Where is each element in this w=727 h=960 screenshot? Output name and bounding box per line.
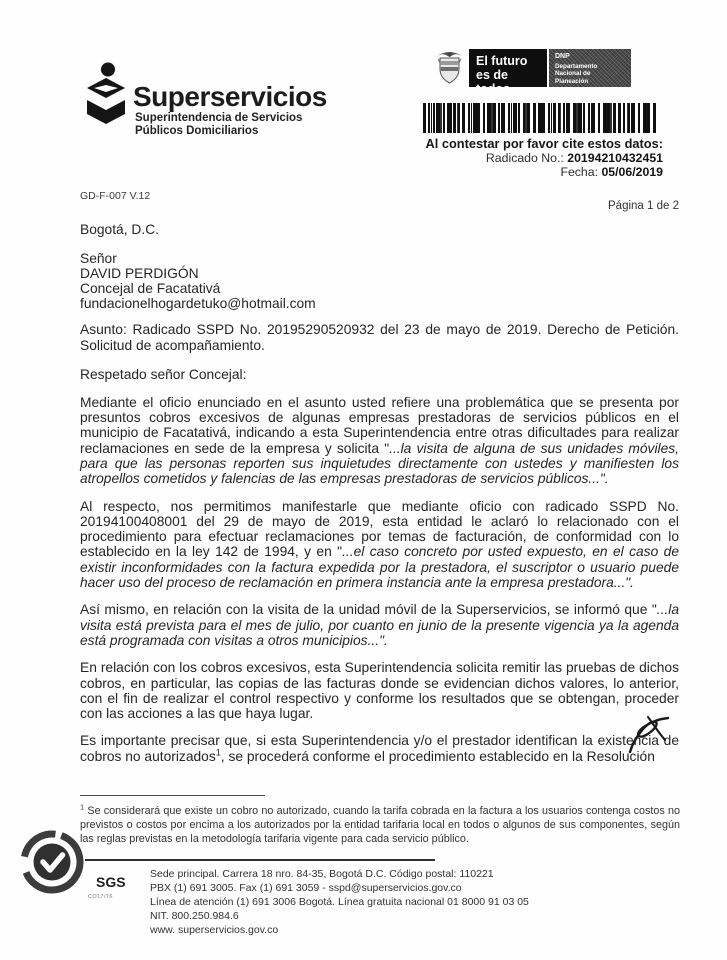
letter-paragraph [80,395,679,487]
paragraph-segment: 1 [215,747,221,758]
dnp-acronym: DNP [555,53,570,60]
slogan-line1: El futuro [476,54,528,68]
letter-paragraphs [80,395,679,764]
radicado-date [425,165,663,179]
logo-text [133,82,327,138]
dnp-line1: Departamento [555,62,598,70]
footer-line: Sede principal. Carrera 18 nro. 84-35, Bogotá D.C. Código postal: 110221 [150,868,494,880]
form-code: GD-F-007 V.12 [80,190,151,202]
letter-paragraph [80,602,679,648]
sgs-certification [18,826,148,907]
slogan-line2: es de todos [476,68,511,96]
slogan-badge [469,49,547,96]
letter-body [80,222,679,776]
handwritten-check-mark [624,712,670,756]
letter-paragraph [80,660,679,721]
paragraph-segment: ...el caso concreto por usted expuesto, en el caso de existir inconformidades con la factura expedida por la prestadora, el suscriptor o usuario puede hacer uso del proceso de reclamación en primera instancia ante la empresa prestadora...". [80,544,679,591]
paragraph-segment: ...la visita está prevista para el mes de julio, por cuanto en junio de la presente vigencia ya la agenda está programada con visitas a otros municipios...". [80,602,679,648]
footnote-separator [80,795,265,796]
footer-line: PBX (1) 691 3005. Fax (1) 691 3059 - sspd@superservicios.gov.co [150,882,462,894]
sgs-label: SGS [96,874,126,890]
subject-line: Asunto: Radicado SSPD No. 20195290520932 del 23 de mayo de 2019. Derecho de Petición. Solicitud de acompañamiento. [80,322,679,354]
superservicios-logo-icon [86,62,126,138]
paragraph-segment: En relación con los cobros excesivos, esta Superintendencia solicita remitir las pruebas de dichos cobros, en particular, las copias de las facturas donde se evidencian dichos valores, lo anterior, con el fin de realizar el control respectivo y conforme los resultados que se obtengan, proceder con las acciones a las que haya lugar. [80,660,679,722]
logo-subtitle-line2: Públicos Domiciliarios [135,125,259,137]
radicado-value: 20194210432451 [567,151,663,165]
barcode [423,103,657,133]
paragraph-segment: , se procederá conforme el procedimiento establecido en la Resolución [220,748,655,764]
letter-city: Bogotá, D.C. [80,222,159,237]
recipient-role: Concejal de Facatativá [80,280,221,296]
radicado-label: Radicado No.: [485,151,568,165]
paragraph-segment: Al respecto, nos permitimos manifestarle que mediante oficio con radicado SSPD No. 20194100408001 del 29 de mayo de 2019, esta entidad le aclaró lo relacionado con el procedimiento para efectuar reclamaciones por temas de facturación, de conformidad con lo establecido en la ley 142 de 1994, y en " [80,498,679,560]
recipient-block [80,252,679,311]
radicado-number [425,151,663,165]
page-indicator: Página 1 de 2 [608,200,679,212]
cite-notice: Al contestar por favor cite estos datos: [425,136,663,151]
fecha-label: Fecha: [560,165,602,179]
footer-line: NIT. 800.250.984.6 [150,910,239,922]
recipient-salutation: Señor [80,251,117,267]
footer-line: www. superservicios.gov.co [150,924,279,936]
paragraph-segment: ...la visita de alguna de sus unidades móviles, para que las personas reporten sus inquietudes directamente con ustedes y manifiesten los atropellos cometidos y falencias de las empresas prestadoras de servicios públicos...". [80,440,679,487]
footer-line: Línea de atención (1) 691 3006 Bogotá. Línea gratuita nacional 01 8000 91 03 05 [150,896,529,908]
footnote [80,804,680,846]
logo-subtitle-line1: Superintendencia de Servicios [135,112,303,124]
fecha-value: 05/06/2019 [601,165,663,179]
government-header [436,49,631,96]
sgs-code: CO17/76 [88,894,113,900]
colombia-coat-of-arms-icon [436,49,463,87]
radicado-block [425,137,663,179]
greeting-line: Respetado señor Concejal: [80,367,247,383]
letter-paragraph [80,733,679,764]
superservicios-logo [86,62,327,138]
recipient-name: DAVID PERDIGÓN [80,266,199,282]
paragraph-segment: Mediante el oficio enunciado en el asunto usted refiere una problemática que se presenta por presuntos cobros excesivos de algunas empresas prestadoras de servicios públicos en el municipio de Facatativá, indicando a esta Superintendencia entre otras dificultades para realizar reclamaciones en sede de la empresa y solicita " [80,394,679,456]
paragraph-segment: Así mismo, en relación con la visita de la unidad móvil de la Superservicios, se informó que " [80,602,657,618]
footnote-marker: 1 [80,802,85,812]
dnp-badge [549,49,631,87]
logo-brand-text: Superservicios [133,81,327,112]
paragraph-segment: Es importante precisar que, si esta Superintendencia y/o el prestador identifican la existencia de cobros no autorizados [80,733,679,764]
footnote-text: Se considerará que existe un cobro no autorizado, cuando la tarifa cobrada en la factura a los usuarios contenga costos no previstos o costos por encima a los autorizados por la entidad tarifaria local en todos o algunos de sus componentes, según las reglas previstas en la metodología tarifaria vigente para cada servicio público. [80,805,680,845]
sgs-check-icon [18,826,90,902]
footer-contact [150,867,529,937]
letter-paragraph [80,499,679,591]
dnp-line2: Nacional de Planeación [555,70,591,85]
recipient-email: fundacionelhogardetuko@hotmail.com [80,295,316,311]
